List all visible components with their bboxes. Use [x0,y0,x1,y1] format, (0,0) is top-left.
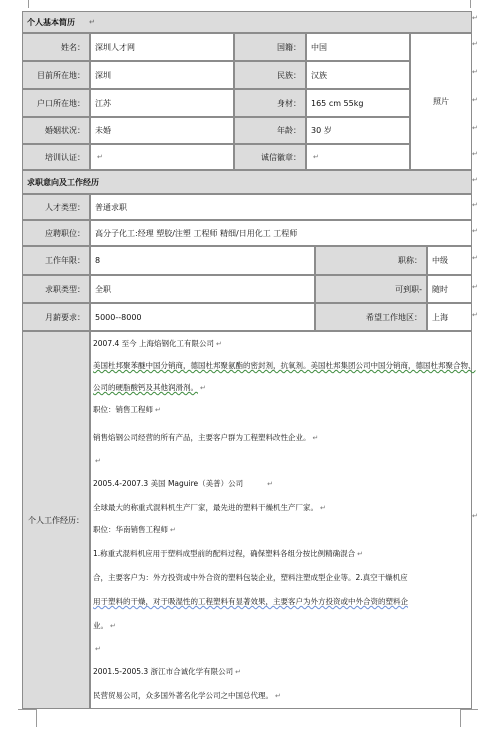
row-end-mark: ↵ [472,227,478,235]
ethnic-label: 民族： [234,61,306,89]
jobtype-value: 全职 [90,275,315,303]
credit-label: 诚信徽章： [234,144,306,170]
experience-line: 民营贸易公司，众多国外著名化学公司之中国总代理。 ↵ [93,691,281,700]
title-label: 职称： [315,246,427,275]
area-label: 希望工作地区： [315,303,427,331]
row-end-mark: ↵ [472,150,478,158]
age-value: 30 岁 [306,117,410,144]
position-value: 高分子化工:经理 塑胶/注塑 工程师 精细/日用化工 工程师 [90,220,472,246]
experience-line: 2005.4-2007.3 美国 Maguire（美普）公司 ↵ [93,479,274,488]
salary-label: 月薪要求： [22,303,90,331]
nationality-label: 国籍： [234,33,306,61]
row-end-mark: ↵ [472,283,478,291]
arrival-label: 可到职- [315,275,427,303]
cert-label: 培训认证： [22,144,90,170]
row-end-mark: ↵ [472,40,478,48]
experience-line: 合，主要客户为：外方投资或中外合资的塑料包装企业，塑料注塑成型企业等。2.真空干燥机应 [93,573,408,582]
crop-mark-top-left [28,0,29,8]
experience-label: 个人工作经历： [22,331,90,709]
experience-line: 职位：销售工程师 ↵ [93,405,161,414]
salary-value: 5000--8000 [90,303,315,331]
hukou-label: 户口所在地： [22,89,90,117]
marital-value: 未婚 [90,117,234,144]
section-header-intent: 求职意向及工作经历 [22,170,472,194]
experience-line: 2001.5-2005.3 浙江市合诚化学有限公司 ↵ [93,667,241,676]
experience-line: 职位：华南销售工程师 ↵ [93,525,176,534]
section-header-basic: 个人基本简历 ↵ [22,11,472,33]
years-label: 工作年限： [22,246,90,275]
body-label: 身材： [234,89,306,117]
name-value: 深圳人才网 [90,33,234,61]
area-value: 上海 [427,303,472,331]
row-end-mark: ↵ [472,201,478,209]
experience-line: 业。 ↵ [93,621,116,630]
nationality-value: 中国 [306,33,410,61]
body-value: 165 cm 55kg [306,89,410,117]
row-end-mark: ↵ [472,254,478,262]
marital-label: 婚姻状况： [22,117,90,144]
talent-type-value: 普通求职 [90,194,472,220]
ethnic-value: 汉族 [306,61,410,89]
location-label: 目前所在地： [22,61,90,89]
hukou-value: 江苏 [90,89,234,117]
crop-mark-bottom-right-h [460,709,478,710]
arrival-value: 随时 [427,275,472,303]
experience-line: 美国杜邦聚苯醚中国分销商，德国杜邦聚氨酯的密封剂，抗氧剂。美国杜邦集团公司中国分销商，德国杜邦聚合物、 [93,361,476,370]
row-end-mark: ↵ [472,311,478,319]
location-value: 深圳 [90,61,234,89]
jobtype-label: 求职类型： [22,275,90,303]
row-end-mark: ↵ [472,512,478,520]
row-end-mark: ↵ [472,124,478,132]
experience-line: ↵ [95,645,101,653]
name-label: 姓名： [22,33,90,61]
photo-cell: 照片 [410,33,472,170]
crop-mark-bottom-left-h [18,709,36,710]
experience-line: 2007.4 至今 上海焰钢化工有限公司 ↵ [93,339,222,348]
cert-value: ↵ [90,144,234,170]
age-label: 年龄： [234,117,306,144]
crop-mark-top-right [470,0,471,8]
row-end-mark: ↵ [472,176,478,184]
experience-line: 全球最大的称重式混料机生产厂家，最先进的塑料干燥机生产厂家。 ↵ [93,503,326,512]
position-label: 应聘职位： [22,220,90,246]
crop-mark-bottom-right [460,709,461,727]
experience-line: 销售焰钢公司经营的所有产品，主要客户群为工程塑料改性企业。 ↵ [93,433,319,442]
talent-type-label: 人才类型： [22,194,90,220]
row-end-mark: ↵ [472,68,478,76]
experience-line: 1.称重式混料机应用于塑料成型前的配料过程，确保塑料各组分按比例精确混合 ↵ [93,549,364,558]
experience-line: ↵ [95,457,101,465]
crop-mark-bottom-left [36,709,37,727]
experience-line: 用于塑料的干燥，对于吸湿性的工程塑料有显著效果，主要客户为外方投资或中外合资的塑料企 [93,597,408,606]
row-end-mark: ↵ [472,96,478,104]
title-value: 中级 [427,246,472,275]
years-value: 8 [90,246,315,275]
row-end-mark: ↵ [472,14,478,22]
credit-value: ↵ [306,144,410,170]
experience-line: 公司的硬脂酸钙及其他润滑剂。 ↵ [93,383,206,392]
